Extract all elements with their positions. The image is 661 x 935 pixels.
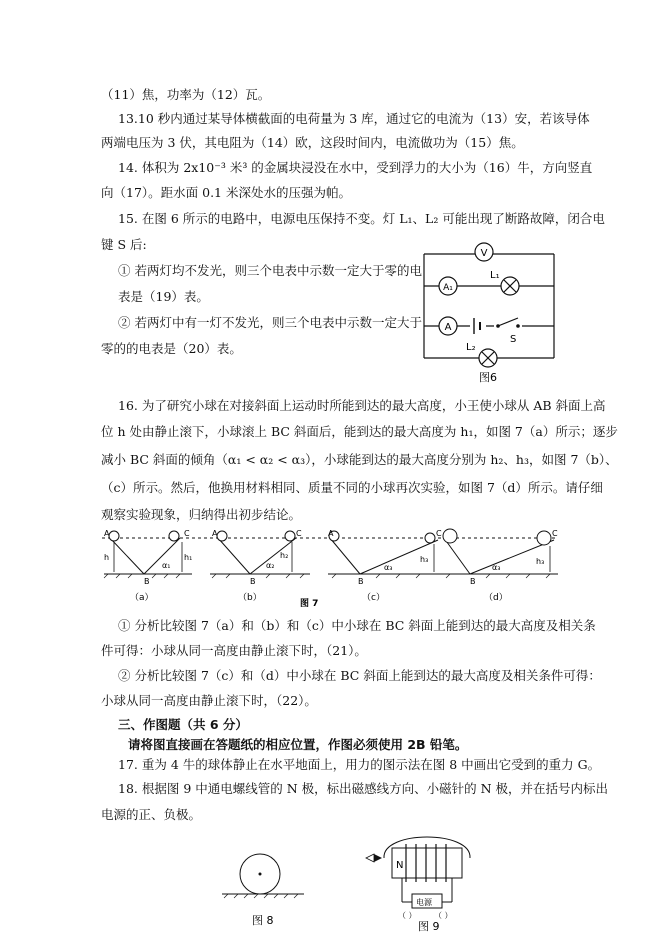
question-14-line-1: 14. 体积为 2x10⁻³ 米³ 的金属块浸没在水中，受到浮力的大小为（16）牛，方向竖直 xyxy=(118,160,593,175)
question-13-line-2: 两端电压为 3 伏，其电阻为（14）欧，这段时间内，电流做功为（15）焦。 xyxy=(101,135,524,150)
label-h1: h₁ xyxy=(184,553,193,562)
question-15-part-1: ① 若两灯均不发光，则三个电表中示数一定大于零的电 xyxy=(118,263,422,278)
label-h3-d: h₃ xyxy=(536,557,545,566)
solenoid-n-label: N xyxy=(396,860,404,871)
power-source-label: 电源 xyxy=(416,898,432,907)
figure-9-caption: 图 9 xyxy=(418,920,440,932)
subcaption-d: （d） xyxy=(484,593,508,603)
label-a-b: A xyxy=(212,529,218,538)
subcaption-b: （b） xyxy=(238,593,262,603)
label-b-d: B xyxy=(470,577,476,586)
subcaption-c: （c） xyxy=(362,593,385,603)
label-a-a: A xyxy=(104,529,110,538)
label-c-a: C xyxy=(184,529,190,538)
question-18-line-2: 电源的正、负极。 xyxy=(101,807,202,822)
label-h3: h₃ xyxy=(420,555,429,564)
figure-7-caption: 图 7 xyxy=(300,599,319,609)
label-c-b: C xyxy=(296,529,302,538)
label-c-d: C xyxy=(552,529,558,538)
question-16-part-2-line-2: 小球从同一高度由静止滚下时，（22）。 xyxy=(101,693,317,708)
ammeter-a1-label: A₁ xyxy=(443,283,453,293)
question-15-part-2: ② 若两灯中有一灯不发光，则三个电表中示数一定大于 xyxy=(118,315,422,330)
question-15-line-1: 15. 在图 6 所示的电路中，电源电压保持不变。灯 L₁、L₂ 可能出现了断路故障，闭合电 xyxy=(118,211,605,226)
label-b-a: B xyxy=(144,577,150,586)
figure-8-ball xyxy=(218,840,308,930)
figure-6-caption: 图6 xyxy=(479,371,497,384)
question-15-line-2: 键 S 后: xyxy=(101,237,147,252)
lamp-l1-label: L₁ xyxy=(490,270,500,281)
question-13-line-1: 13.10 秒内通过某导体横截面的电荷量为 3 库，通过它的电流为（13）安，若该导体 xyxy=(118,111,590,126)
label-alpha3: α₃ xyxy=(384,563,393,572)
figure-8-caption: 图 8 xyxy=(252,914,274,927)
label-a-c: A xyxy=(328,529,334,538)
question-16-line-4: （c）所示。然后，他换用材料相同、质量不同的小球再次实验，如图 7（d）所示。请仔细 xyxy=(101,480,603,495)
switch-s-label: S xyxy=(510,334,517,345)
left-terminal-parens: （ ） xyxy=(398,911,417,920)
section-3-instruction: 请将图直接画在答题纸的相应位置，作图必须使用 2B 铅笔。 xyxy=(128,737,468,752)
question-16-part-2-line-1: ② 分析比较图 7（c）和（d）中小球在 BC 斜面上能到达的最大高度及相关条件可得： xyxy=(118,668,601,683)
figure-9-solenoid xyxy=(362,818,492,932)
ammeter-a-label: A xyxy=(444,322,452,333)
label-b-b: B xyxy=(250,577,256,586)
figure-6-circuit xyxy=(418,238,558,388)
question-14-line-2: 向（17）。距水面 0.1 米深处水的压强为帕。 xyxy=(101,185,351,200)
label-c-c: C xyxy=(436,529,442,538)
label-alpha1: α₁ xyxy=(162,561,171,570)
question-16-part-1-line-1: ① 分析比较图 7（a）和（b）和（c）中小球在 BC 斜面上能到达的最大高度及相关条 xyxy=(118,618,596,633)
question-16-line-2: 位 h 处由静止滚下，小球滚上 BC 斜面后，能到达的最大高度为 h₁，如图 7（a）所示；逐步 xyxy=(101,424,618,439)
question-18-line-1: 18. 根据图 9 中通电螺线管的 N 极，标出磁感线方向、小磁针的 N 极，并在括号内标出 xyxy=(118,781,609,796)
lamp-l2-label: L₂ xyxy=(466,342,476,353)
section-3-heading: 三、作图题（共 6 分） xyxy=(118,717,248,732)
question-15-part-2b: 零的的电表是（20）表。 xyxy=(101,341,242,356)
voltmeter-label: V xyxy=(480,248,488,259)
label-alpha3-d: α₃ xyxy=(492,563,501,572)
label-h-a: h xyxy=(104,553,110,562)
right-terminal-parens: （ ） xyxy=(434,911,453,920)
label-h2: h₂ xyxy=(280,551,289,560)
figure-7-inclines xyxy=(100,528,560,614)
question-16-line-5: 观察实验现象，归纳得出初步结论。 xyxy=(101,507,302,522)
label-b-c: B xyxy=(358,577,364,586)
subcaption-a: （a） xyxy=(130,593,154,603)
question-16-part-1-line-2: 件可得：小球从同一高度由静止滚下时，（21）。 xyxy=(101,643,367,658)
question-16-line-3: 减小 BC 斜面的倾角（α₁ < α₂ < α₃），小球能到达的最大高度分别为 h₂、h₃，如图 7（b）、 xyxy=(101,452,618,467)
label-alpha2: α₂ xyxy=(266,561,275,570)
question-15-part-1b: 表是（19）表。 xyxy=(118,289,209,304)
text-line-1: （11）焦，功率为（12）瓦。 xyxy=(101,87,271,102)
question-17: 17. 重为 4 牛的球体静止在水平地面上，用力的图示法在图 8 中画出它受到的重力 G。 xyxy=(118,757,601,772)
question-16-line-1: 16. 为了研究小球在对接斜面上运动时所能到达的最大高度，小王使小球从 AB 斜面上高 xyxy=(118,398,606,413)
